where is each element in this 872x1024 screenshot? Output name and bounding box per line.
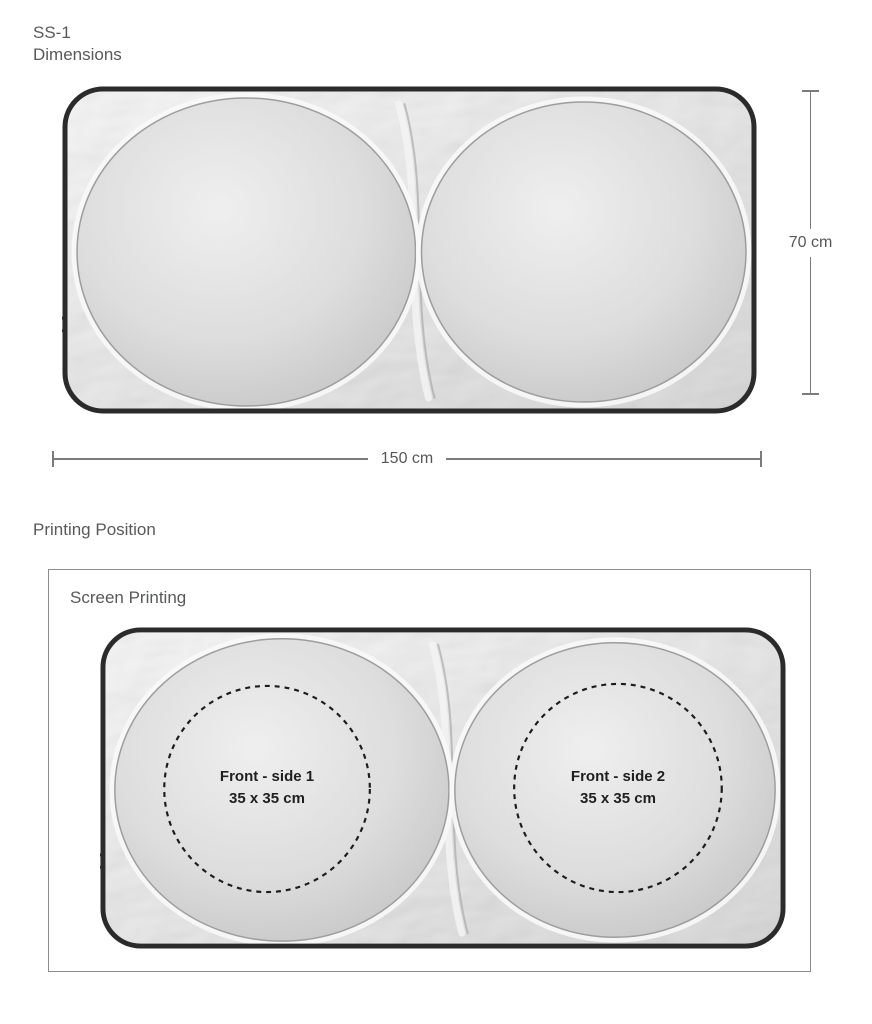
dimension-end-cap [760,451,762,467]
print-area-side1-name: Front - side 1 [219,768,315,785]
width-dimension [52,451,762,467]
dimension-end-cap [802,393,819,395]
print-area-side2-size: 35 x 35 cm [580,790,656,807]
print-area-side1-label [185,766,349,810]
dimension-line [810,257,812,394]
print-area-side1-size: 35 x 35 cm [229,790,305,807]
print-area-side2-label [536,766,700,810]
dimensions-section-title: Dimensions [33,45,122,64]
height-dimension [788,90,833,395]
width-dimension-label: 150 cm [380,450,434,467]
sunshade-print-diagram [100,627,786,949]
sunshade-product-image [62,86,757,414]
sunshade-photo-art [62,86,757,414]
dimension-line [446,458,760,460]
printing-method-label: Screen Printing [70,588,187,607]
height-dimension-label: 70 cm [788,233,833,251]
printing-position-title: Printing Position [33,520,156,539]
product-code: SS-1 [33,23,71,42]
dimension-line [54,458,368,460]
print-area-side2-name: Front - side 2 [570,768,666,785]
dimension-line [810,92,812,229]
